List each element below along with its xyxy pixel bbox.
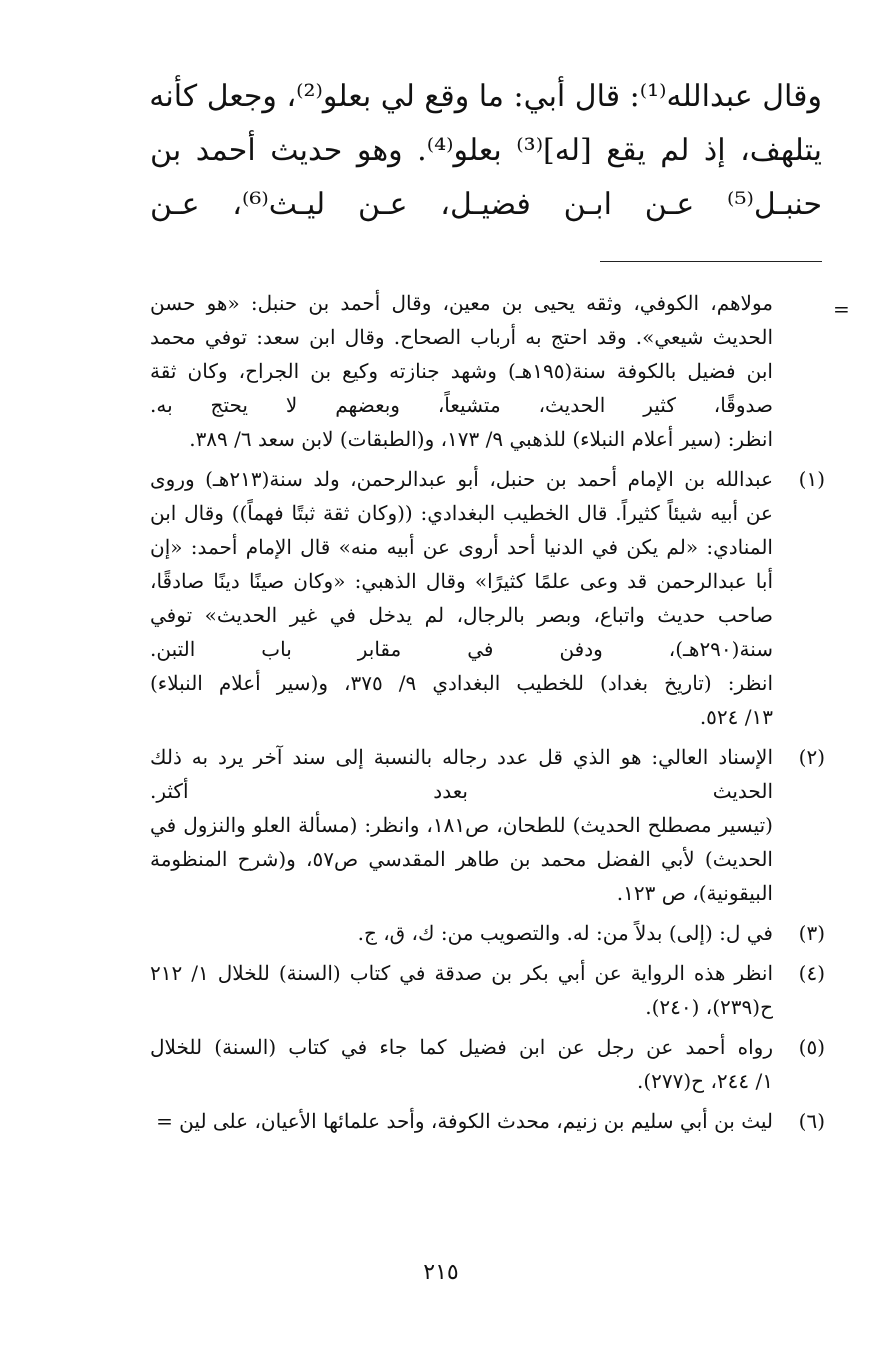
footnote-line: ح(٢٣٩)، (٢٤٠). <box>645 995 773 1019</box>
footnote-line: عن أبيه شيئاً كثيراً. قال الخطيب البغدادي: ((وكان ثقة ثبتًا فهماً)) وقال ابن <box>150 501 773 525</box>
footnote <box>150 916 825 950</box>
footnote-line: صدوقًا، كثير الحديث، متشيعاً، وبعضهم لا يحتج به. <box>150 393 773 417</box>
footnote <box>150 462 825 734</box>
footnote <box>150 286 825 456</box>
footnote-line: ليث بن أبي سليم بن زنيم، محدث الكوفة، وأحد علمائها الأعيان، على لين = <box>156 1109 773 1133</box>
footnote-line: مولاهم، الكوفي، وثقه يحيى بن معين، وقال أحمد بن حنبل: «هو حسن <box>150 291 773 315</box>
footnote-line: المنادي: «لم يكن في الدنيا أحد أروى عن أبيه منه» قال الإمام أحمد: «إن <box>150 535 773 559</box>
footnote-line: صاحب حديث واتباع، وبصر بالرجال، لم يدخل في غير الحديث» توفي <box>150 603 773 627</box>
footnote <box>150 1030 825 1098</box>
footnote-number: (٤) <box>798 961 825 985</box>
footnote-line: ابن فضيل بالكوفة سنة(١٩٥هـ) وشهد جنازته وكيع بن الجراح، وكان ثقة <box>150 359 773 383</box>
main-text <box>150 70 822 232</box>
footnote-line: عبدالله بن الإمام أحمد بن حنبل، أبو عبدالرحمن، ولد سنة(٢١٣هـ) وروى <box>150 467 773 491</box>
footnote-line: البيقونية)، ص ١٢٣. <box>616 881 773 905</box>
footnote <box>150 956 825 1024</box>
footnote-line: ١/ ٢٤٤، ح(٢٧٧). <box>636 1069 773 1093</box>
footnote-number: (٥) <box>798 1035 825 1059</box>
main-text-line: حنبـل⁽⁵⁾ عـن ابـن فضيـل، عـن ليـث⁽⁶⁾، عـن <box>150 187 822 222</box>
footnote-line: انظر هذه الرواية عن أبي بكر بن صدقة في كتاب (السنة) للخلال ١/ ٢١٢ <box>150 961 773 985</box>
footnote-line: انظر: (سير أعلام النبلاء) للذهبي ٩/ ١٧٣، و(الطبقات) لابن سعد ٦/ ٣٨٩. <box>189 427 773 451</box>
footnote-line: الحديث بعدد أكثر. <box>150 779 773 803</box>
footnote-number: (١) <box>798 467 825 491</box>
footnote-line: ١٣/ ٥٢٤. <box>699 705 773 729</box>
footnote-line: رواه أحمد عن رجل عن ابن فضيل كما جاء في كتاب (السنة) للخلال <box>150 1035 773 1059</box>
footnote-number: (٣) <box>798 921 825 945</box>
footnote <box>150 1104 825 1138</box>
footnote <box>150 740 825 910</box>
footnote-number: (٢) <box>798 745 825 769</box>
footnote-line: الحديث) لأبي الفضل محمد بن طاهر المقدسي ص٥٧، و(شرح المنظومة <box>150 847 773 871</box>
footnote-line: في ل: (إلى) بدلاً من: له. والتصويب من: ك، ق، ج. <box>357 921 773 945</box>
footnote-line: الإسناد العالي: هو الذي قل عدد رجاله بالنسبة إلى سند آخر يرد به ذلك <box>150 745 773 769</box>
footnote-number: (٦) <box>798 1109 825 1133</box>
footnotes <box>150 286 825 1144</box>
footnote-separator <box>600 261 822 262</box>
footnote-line: أبا عبدالرحمن قد وعى علمًا كثيرًا» وقال الذهبي: «وكان صينًا دينًا صادقًا، <box>150 569 773 593</box>
main-text-line: يتلهف، إذ لم يقع [له]⁽³⁾ بعلو⁽⁴⁾. وهو حديث أحمد بن <box>150 133 822 168</box>
footnote-line: الحديث شيعي». وقد احتج به أرباب الصحاح. وقال ابن سعد: توفي محمد <box>150 325 773 349</box>
continuation-mark: = <box>833 297 850 321</box>
page-number: ٢١٥ <box>423 1260 459 1285</box>
footnote-line: (تيسير مصطلح الحديث) للطحان، ص١٨١، وانظر: (مسألة العلو والنزول في <box>150 813 773 837</box>
footnote-line: انظر: (تاريخ بغداد) للخطيب البغدادي ٩/ ٣٧٥، و(سير أعلام النبلاء) <box>150 671 773 695</box>
footnote-line: سنة(٢٩٠هـ)، ودفن في مقابر باب التبن. <box>150 637 773 661</box>
main-text-line: وقال عبدالله⁽¹⁾: قال أبي: ما وقع لي بعلو⁽²⁾، وجعل كأنه <box>149 79 822 114</box>
